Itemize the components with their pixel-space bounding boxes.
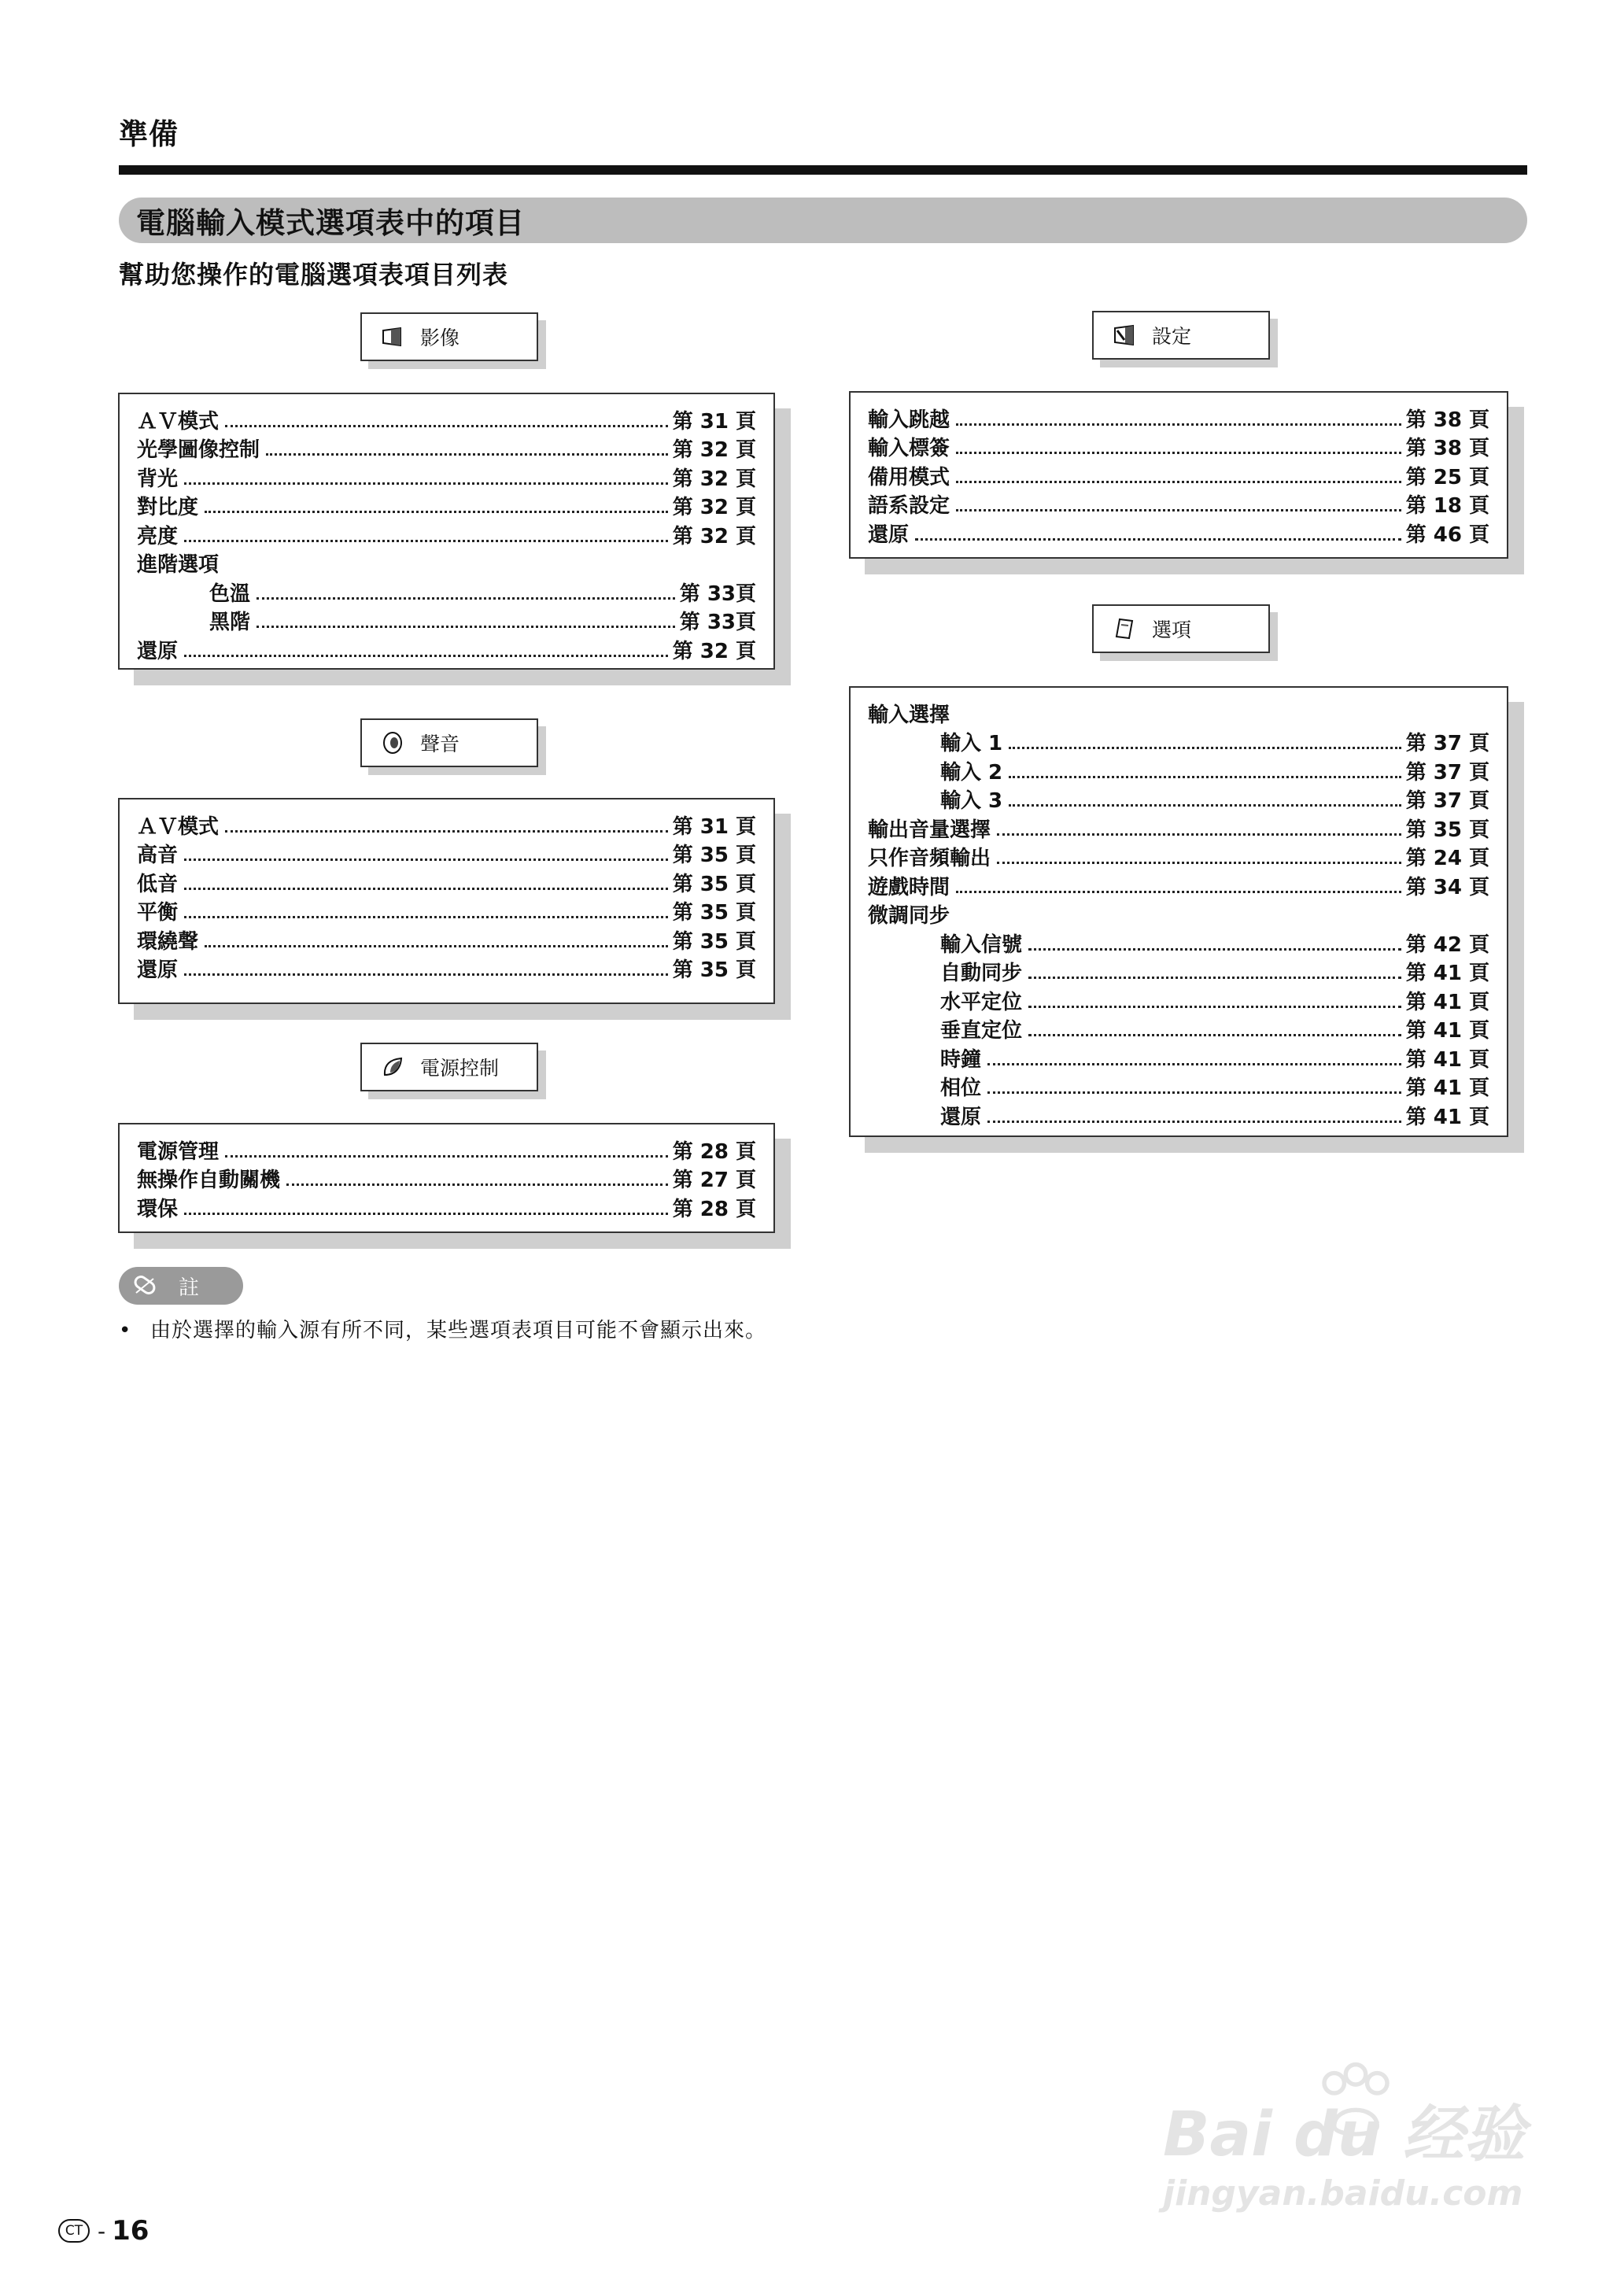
watermark-url: jingyan.baidu.com xyxy=(1163,2173,1523,2214)
menu-row: 輸出音量選擇 第 35 頁 xyxy=(868,818,1489,842)
menu-row: 備用模式 第 25 頁 xyxy=(868,465,1489,489)
menu-row: 輸入標簽 第 38 頁 xyxy=(868,437,1489,460)
watermark-logo: Bai du 经验 xyxy=(1163,2099,1526,2170)
tab-setup-label: 設定 xyxy=(1152,325,1192,348)
note-body: 由於選擇的輸入源有所不同，某些選項表項目可能不會顯示出來。 xyxy=(150,1319,767,1342)
tab-power-control xyxy=(360,1043,538,1091)
menu-row: 環保 第 28 頁 xyxy=(137,1197,756,1221)
menu-row: 低音 第 35 頁 xyxy=(137,872,756,896)
menu-row: 高音 第 35 頁 xyxy=(137,844,756,867)
picture-icon xyxy=(381,325,404,349)
tab-sound-label: 聲音 xyxy=(420,733,460,755)
menu-group-header: 進階選項 xyxy=(137,553,220,577)
menu-group-header: 微調同步 xyxy=(868,904,950,928)
tab-image-label: 影像 xyxy=(420,327,460,349)
menu-row: 語系設定 第 18 頁 xyxy=(868,494,1489,518)
menu-row: ＡＶ模式 第 31 頁 xyxy=(137,814,756,839)
menu-row: 只作音頻輸出 第 24 頁 xyxy=(868,847,1489,870)
note-pencil-icon xyxy=(130,1272,161,1299)
section-title: 準備 xyxy=(119,117,179,151)
menu-row: 相位 第 41 頁 xyxy=(940,1076,1489,1100)
menu-row: 還原 第 41 頁 xyxy=(940,1105,1489,1129)
menu-row: 輸入信號 第 42 頁 xyxy=(940,932,1489,957)
menu-row: 還原 第 46 頁 xyxy=(868,522,1489,547)
menu-row: 輸入 1 第 37 頁 xyxy=(940,732,1489,755)
note-bullet: • xyxy=(119,1319,132,1342)
menu-row: 亮度 第 32 頁 xyxy=(137,524,756,548)
watermark xyxy=(1163,2062,1556,2251)
menu-group-header: 輸入選擇 xyxy=(868,703,950,727)
tab-option xyxy=(1092,604,1270,653)
menu-row: 還原 第 32 頁 xyxy=(137,639,756,663)
page-heading: 電腦輸入模式選項表中的項目 xyxy=(136,206,525,240)
menu-row: 無操作自動關機 第 27 頁 xyxy=(137,1169,756,1192)
speaker-icon xyxy=(381,731,404,755)
menu-row: ＡＶ模式 第 31 頁 xyxy=(137,409,756,434)
menu-row: 遊戲時間 第 34 頁 xyxy=(868,875,1489,899)
menu-row: 垂直定位 第 41 頁 xyxy=(940,1019,1489,1043)
page-footer xyxy=(58,2215,149,2247)
tab-power-control-label: 電源控制 xyxy=(420,1057,500,1080)
menu-row: 輸入 3 第 37 頁 xyxy=(940,789,1489,813)
menu-row: 輸入 2 第 37 頁 xyxy=(940,760,1489,785)
subheading: 幫助您操作的電腦選項表項目列表 xyxy=(119,260,509,290)
tab-setup xyxy=(1092,311,1270,360)
menu-row: 電源管理 第 28 頁 xyxy=(137,1139,756,1164)
menu-row: 背光 第 32 頁 xyxy=(137,467,756,491)
note-label: 註 xyxy=(179,1276,200,1300)
menu-row: 時鐘 第 41 頁 xyxy=(940,1047,1489,1072)
menu-row: 光學圖像控制 第 32 頁 xyxy=(137,438,756,462)
tab-option-label: 選項 xyxy=(1152,618,1192,641)
menu-row: 對比度 第 32 頁 xyxy=(137,496,756,519)
wrench-icon xyxy=(1113,323,1136,347)
region-code-badge: CT xyxy=(58,2219,90,2243)
tab-image xyxy=(360,312,538,361)
header-rule xyxy=(119,165,1527,175)
page-number: 16 xyxy=(112,2215,149,2247)
menu-row: 色溫 第 33頁 xyxy=(209,582,756,606)
option-card-icon xyxy=(1113,617,1136,641)
menu-row: 還原 第 35 頁 xyxy=(137,958,756,982)
menu-row: 環繞聲 第 35 頁 xyxy=(137,929,756,954)
menu-row: 輸入跳越 第 38 頁 xyxy=(868,408,1489,432)
menu-row: 自動同步 第 41 頁 xyxy=(940,962,1489,985)
menu-row: 水平定位 第 41 頁 xyxy=(940,990,1489,1014)
tab-sound xyxy=(360,718,538,767)
note-text xyxy=(119,1314,766,1343)
footer-separator: - xyxy=(98,2217,106,2244)
leaf-icon xyxy=(381,1055,404,1079)
heading-banner xyxy=(119,198,1527,243)
note-badge xyxy=(119,1267,243,1305)
menu-row: 平衡 第 35 頁 xyxy=(137,901,756,925)
menu-row: 黑階 第 33頁 xyxy=(209,611,756,634)
